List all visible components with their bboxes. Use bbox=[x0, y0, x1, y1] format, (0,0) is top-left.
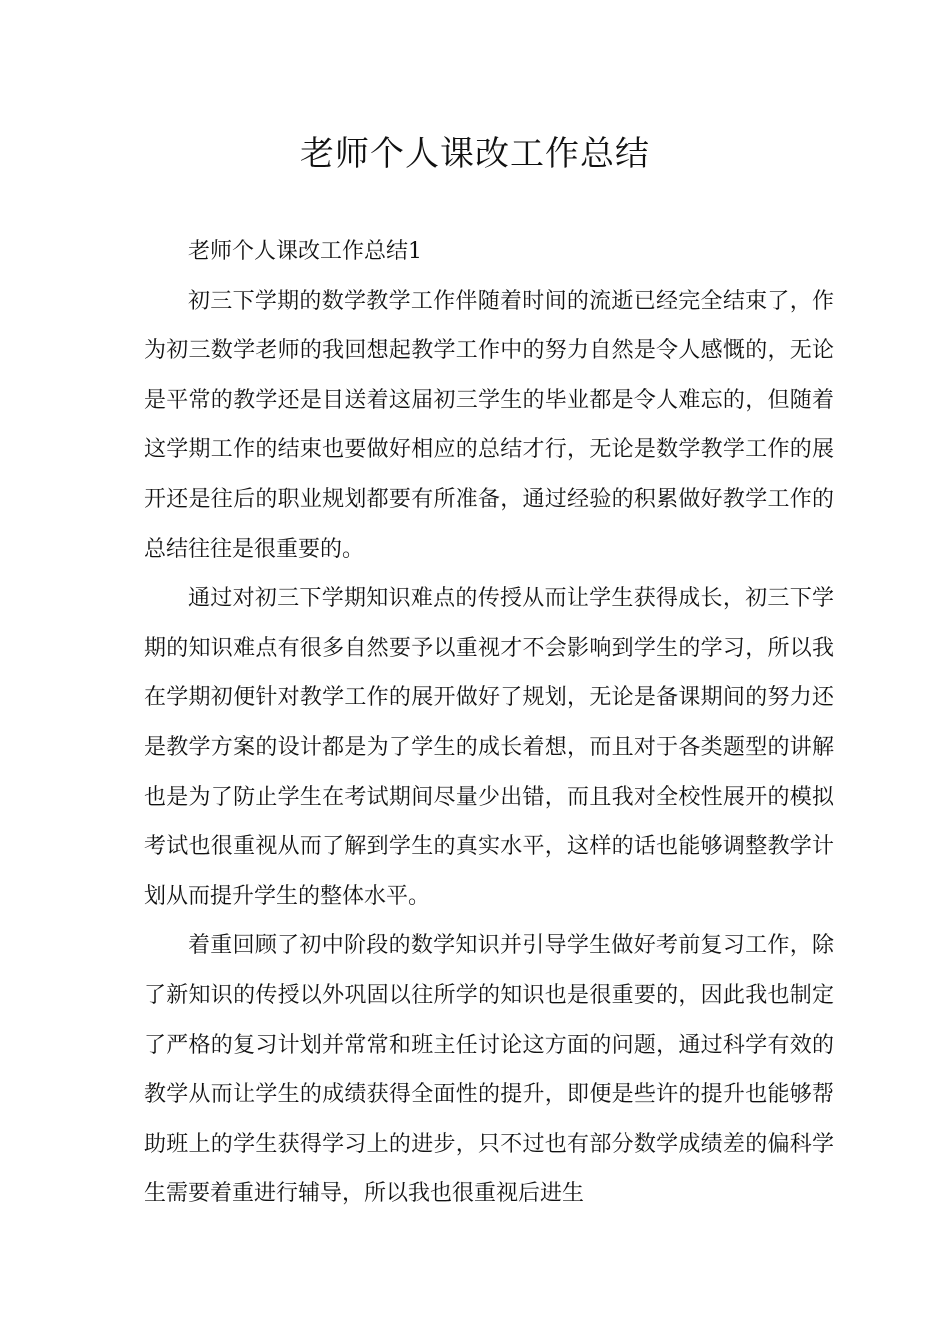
paragraph-1: 初三下学期的数学教学工作伴随着时间的流逝已经完全结束了，作为初三数学老师的我回想起教学工作中的努力自然是令人感慨的，无论是平常的教学还是目送着这届初三学生的毕业都是令人难忘的，但随着这学期工作的结束也要做好相应的总结才行，无论是数学教学工作的展开还是往后的职业规划都要有所准备，通过经验的积累做好教学工作的总结往往是很重要的。 bbox=[144, 288, 834, 562]
document-title: 老师个人课改工作总结 bbox=[300, 134, 650, 174]
section-heading: 老师个人课改工作总结1 bbox=[188, 239, 422, 264]
paragraph-2: 通过对初三下学期知识难点的传授从而让学生获得成长，初三下学期的知识难点有很多自然要予以重视才不会影响到学生的学习，所以我在学期初便针对教学工作的展开做好了规划，无论是备课期间的努力还是教学方案的设计都是为了学生的成长着想，而且对于各类题型的讲解也是为了防止学生在考试期间尽量少出错，而且我对全校性展开的模拟考试也很重视从而了解到学生的真实水平，这样的话也能够调整教学计划从而提升学生的整体水平。 bbox=[144, 586, 834, 909]
document-body bbox=[144, 227, 834, 1219]
paragraph-3: 着重回顾了初中阶段的数学知识并引导学生做好考前复习工作，除了新知识的传授以外巩固以往所学的知识也是很重要的，因此我也制定了严格的复习计划并常常和班主任讨论这方面的问题，通过科学有效的教学从而让学生的成绩获得全面性的提升，即便是些许的提升也能够帮助班上的学生获得学习上的进步，只不过也有部分数学成绩差的偏科学生需要着重进行辅导，所以我也很重视后进生 bbox=[144, 933, 834, 1207]
